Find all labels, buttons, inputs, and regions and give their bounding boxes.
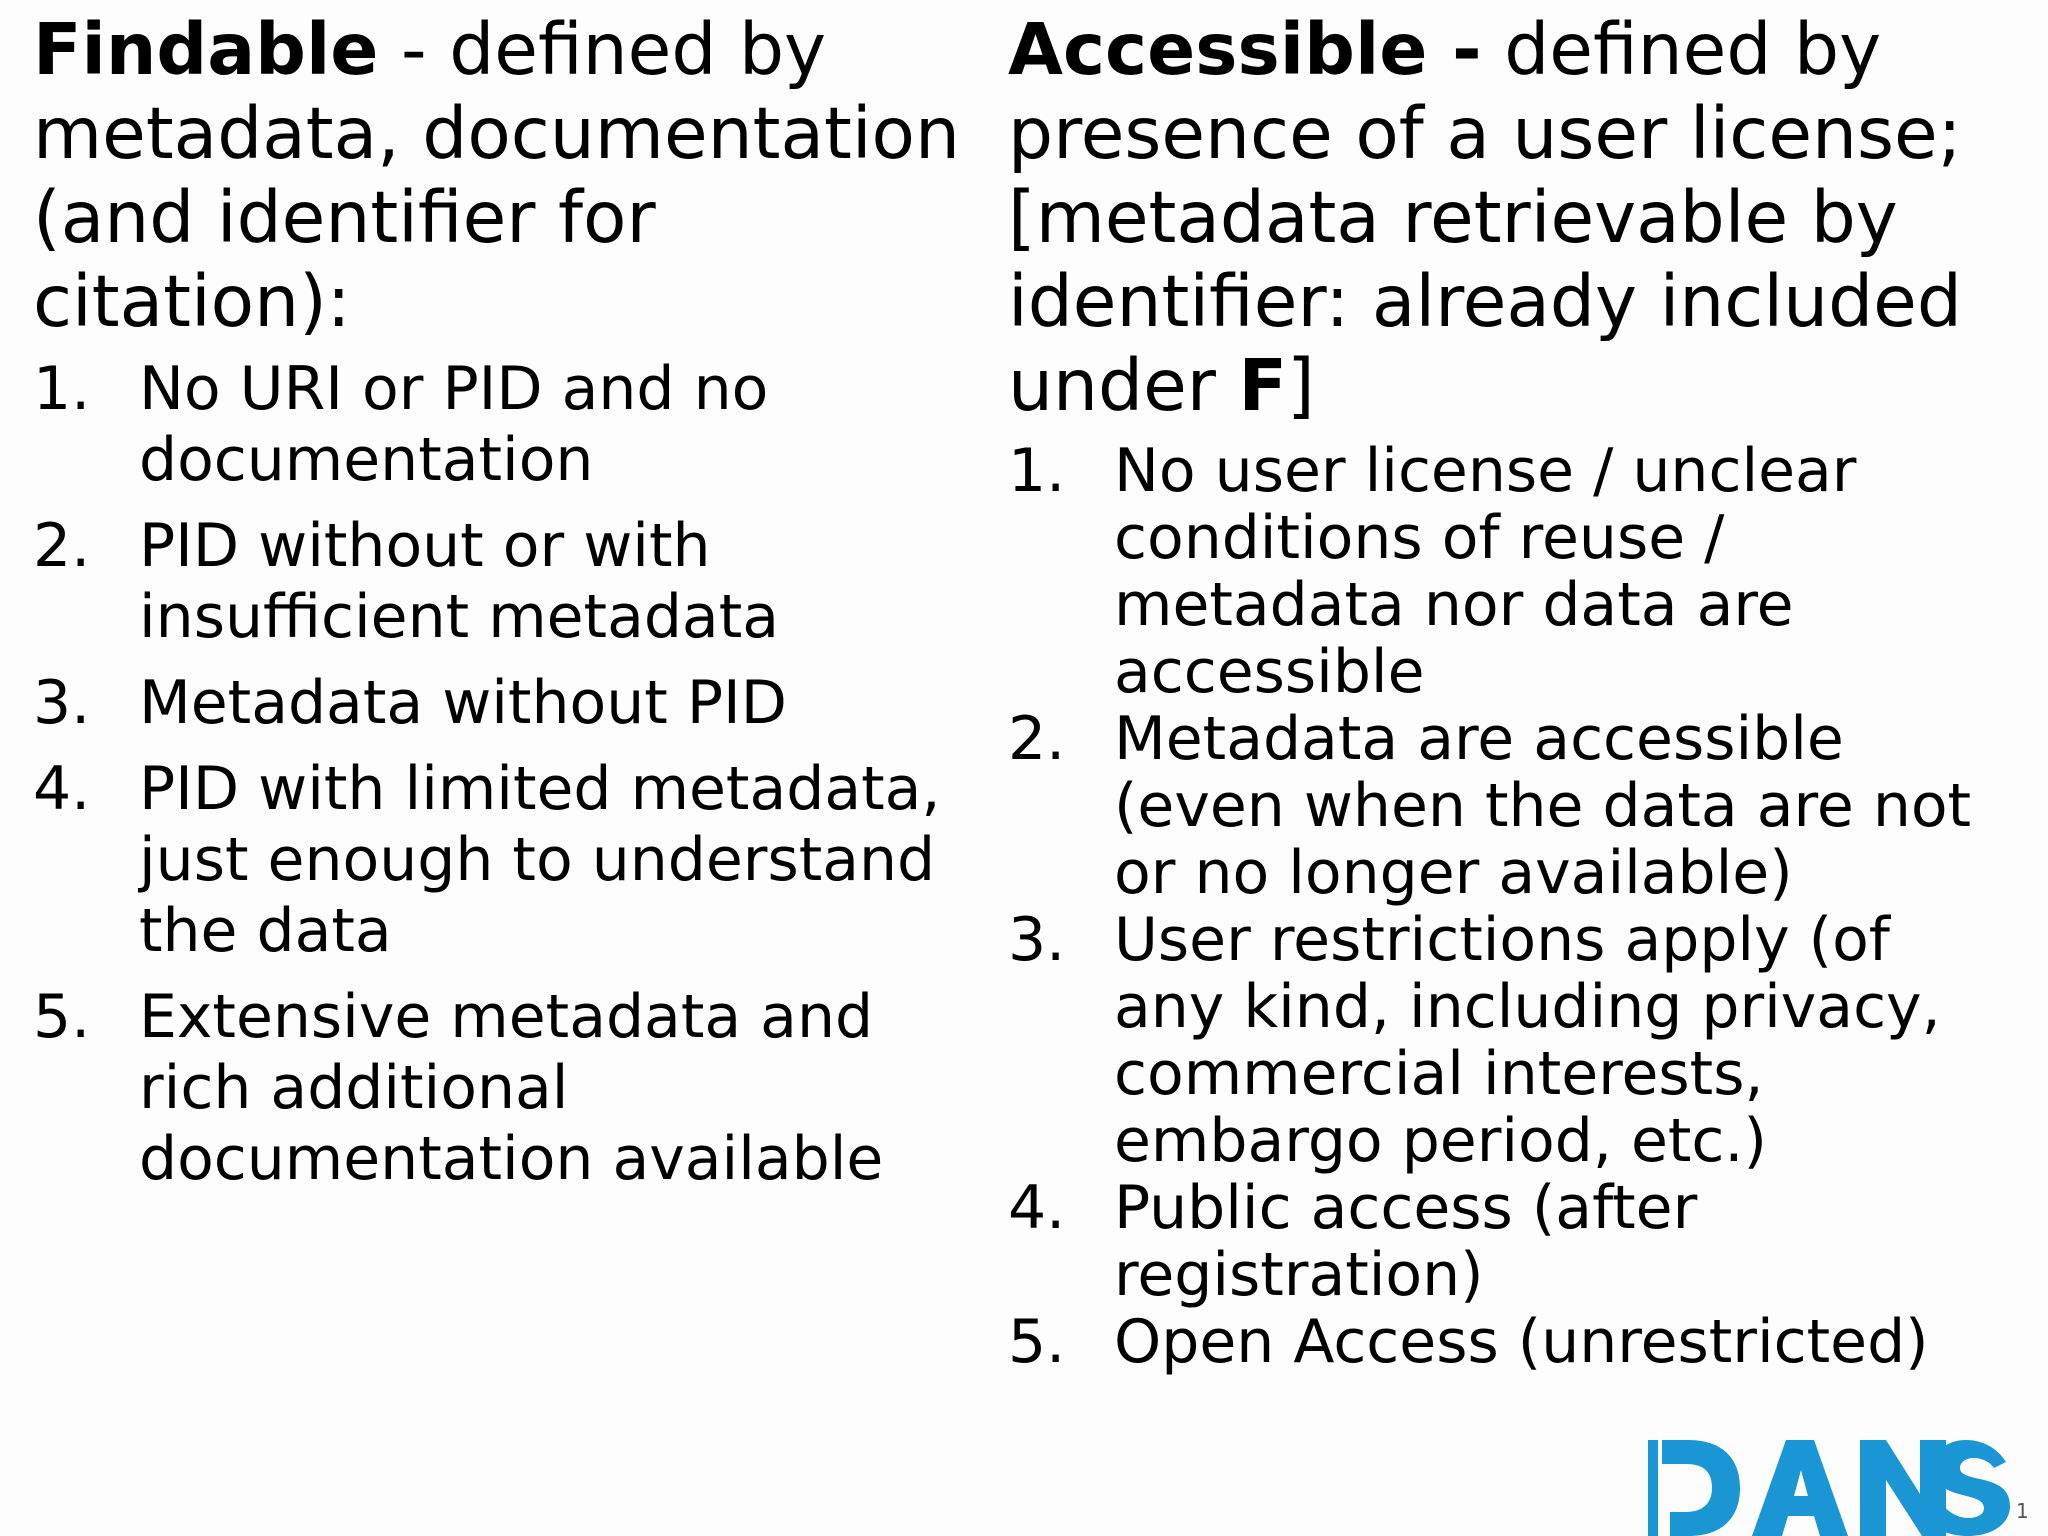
accessible-column bbox=[1008, 8, 2018, 1376]
list-item-text: Public access (after registration) bbox=[1114, 1173, 1698, 1310]
logo-letter-a bbox=[1752, 1440, 1848, 1536]
findable-column bbox=[33, 8, 983, 1210]
list-item-number: 2. bbox=[33, 511, 91, 581]
list-item-number: 3. bbox=[1008, 905, 1066, 975]
accessible-description: defined by presence of a user license; [metadata retrievable by identifier: already included under bbox=[1008, 8, 1962, 427]
list-item-text: PID with limited metadata, just enough to understand the data bbox=[139, 754, 941, 966]
findable-heading bbox=[33, 8, 983, 344]
list-item-number: 4. bbox=[1008, 1173, 1066, 1243]
accessible-description-end: ] bbox=[1287, 344, 1315, 427]
findable-list bbox=[33, 354, 983, 1195]
accessible-title: Accessible - bbox=[1008, 8, 1482, 91]
list-item-text: No URI or PID and no documentation bbox=[139, 354, 769, 495]
page-number: 1 bbox=[2016, 1499, 2029, 1523]
list-item-text: PID without or with insufficient metadata bbox=[139, 511, 779, 652]
list-item-number: 2. bbox=[1008, 704, 1066, 774]
list-item bbox=[33, 668, 983, 739]
list-item bbox=[33, 354, 983, 496]
list-item-number: 4. bbox=[33, 754, 91, 824]
list-item-text: No user license / unclear conditions of reuse / metadata nor data are accessible bbox=[1114, 436, 1857, 707]
dans-logo bbox=[1648, 1432, 2018, 1536]
accessible-description-bold: F bbox=[1238, 344, 1288, 427]
list-item bbox=[33, 982, 983, 1195]
list-item-text: Metadata are accessible (even when the data are not or no longer available) bbox=[1114, 704, 1972, 908]
findable-title: Findable bbox=[33, 8, 379, 91]
list-item-number: 3. bbox=[33, 668, 91, 738]
accessible-heading bbox=[1008, 8, 2018, 428]
list-item bbox=[1008, 438, 2018, 706]
list-item bbox=[1008, 1309, 2018, 1376]
list-item bbox=[33, 754, 983, 967]
list-item-number: 5. bbox=[1008, 1307, 1066, 1377]
list-item bbox=[33, 511, 983, 653]
list-item bbox=[1008, 1175, 2018, 1309]
list-item-number: 1. bbox=[1008, 436, 1066, 506]
list-item-text: Metadata without PID bbox=[139, 668, 787, 738]
list-item-text: Extensive metadata and rich additional documentation available bbox=[139, 982, 884, 1194]
list-item bbox=[1008, 907, 2018, 1175]
accessible-list bbox=[1008, 438, 2018, 1376]
findable-description: - defined by metadata, documentation (and identifier for citation): bbox=[33, 8, 960, 343]
list-item-text: User restrictions apply (of any kind, including privacy, commercial interests, embargo period, etc.) bbox=[1114, 905, 1941, 1176]
list-item bbox=[1008, 706, 2018, 907]
list-item-text: Open Access (unrestricted) bbox=[1114, 1307, 1929, 1377]
list-item-number: 5. bbox=[33, 982, 91, 1052]
list-item-number: 1. bbox=[33, 354, 91, 424]
logo-letter-d bbox=[1648, 1440, 1740, 1536]
dans-logo-letters bbox=[1648, 1440, 2010, 1536]
